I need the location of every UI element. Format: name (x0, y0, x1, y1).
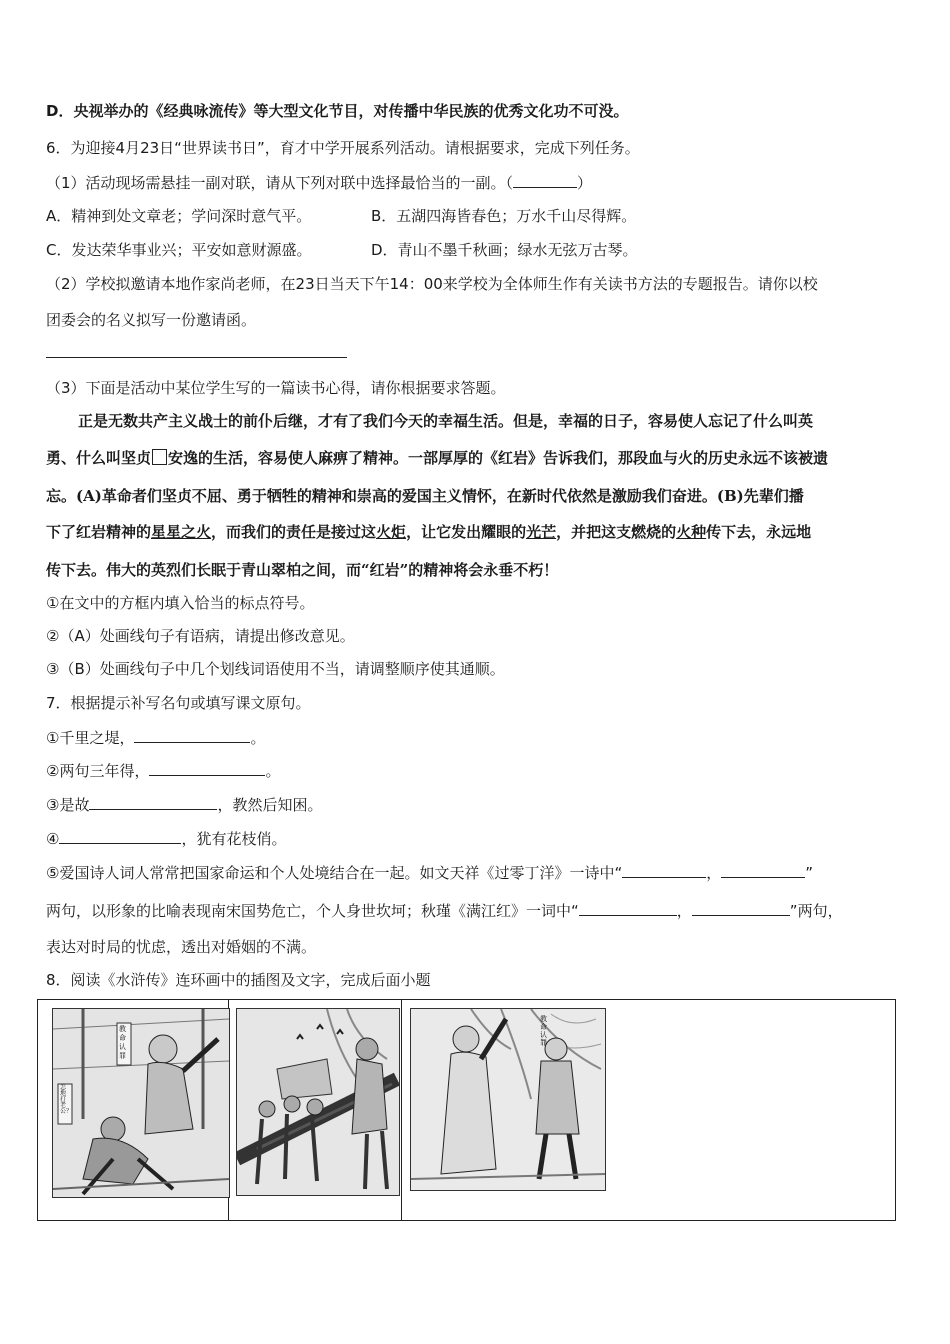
underlined-word-3: 光芒 (526, 523, 557, 541)
task-3: ③（B）处画线句子中几个划线词语使用不当，请调整顺序使其通顺。 (46, 660, 505, 678)
passage-text: ，让它发出耀眼的 (406, 523, 527, 541)
option-c: C．发达荣华事业兴；平安如意财源盛。 (46, 241, 312, 259)
question-7-2 (46, 760, 280, 781)
prompt-text: ”两句， (789, 902, 843, 920)
passage-text: 传下去，永远地 (706, 523, 812, 541)
prompt-text: ， (676, 902, 692, 920)
question-7-1 (46, 727, 265, 748)
comic-illustration-3 (410, 1008, 606, 1191)
question-6-1-close: ） (577, 174, 593, 192)
answer-blank[interactable] (134, 727, 250, 743)
option-d-text: 央视举办的《经典咏流传》等大型文化节目，对传播中华民族的优秀文化功不可没。 (73, 102, 629, 120)
option-d-line (46, 101, 628, 121)
sign-text: 教命认罪 (540, 1015, 547, 1047)
question-8: 8．阅读《水浒传》连环画中的插图及文字，完成后面小题 (46, 971, 431, 989)
prompt-text: ②两句三年得， (46, 762, 150, 780)
underlined-word-2: 火炬 (376, 523, 407, 541)
question-7: 7．根据提示补写名句或填写课文原句。 (46, 694, 311, 712)
table-divider (401, 1000, 402, 1220)
prompt-text: ，教然后知困。 (217, 796, 323, 814)
underlined-word-1: 星星之火 (151, 523, 212, 541)
answer-blank[interactable] (721, 862, 805, 878)
prompt-text: ①千里之堤， (46, 729, 135, 747)
answer-blank[interactable] (692, 900, 790, 916)
passage-text: 勇、什么叫坚贞 (46, 449, 152, 467)
question-6-2-line-1: （2）学校拟邀请本地作家尚老师，在23日当天下午14：00来学校为全体师生作有关读书方法的专题报告。请你以校 (46, 275, 818, 293)
sentence-a: 革命者们坚贞不屈、勇于牺牲的精神和崇高的爱国主义情怀，在新时代依然是激励我们奋进。 (101, 487, 717, 505)
comic-illustration-2 (236, 1008, 400, 1196)
sign-text: 怎地打老公？ (60, 1084, 73, 1115)
task-1: ①在文中的方框内填入恰当的标点符号。 (46, 594, 315, 612)
option-d: D．青山不墨千秋画；绿水无弦万古琴。 (371, 241, 638, 259)
question-6-1 (46, 172, 592, 193)
answer-line[interactable] (46, 357, 347, 358)
passage-text: 安逸的生活，容易使人麻痹了精神。一部厚厚的《红岩》告诉我们，那段血与火的历史永远不该被遗 (168, 449, 829, 467)
question-6-1-text: （1）活动现场需悬挂一副对联，请从下列对联中选择最恰当的一副。（ (46, 174, 514, 192)
passage-text: ，而我们的责任是接过这 (211, 523, 377, 541)
question-7-6 (46, 900, 843, 921)
prompt-text: ③是故 (46, 796, 90, 814)
punctuation-box[interactable] (152, 449, 167, 465)
underlined-word-4: 火种 (676, 523, 707, 541)
passage-text: ，并把这支燃烧的 (556, 523, 677, 541)
answer-blank[interactable] (579, 900, 677, 916)
passage-text: 下了红岩精神的 (46, 523, 152, 541)
illustration-table (37, 999, 896, 1221)
answer-blank[interactable] (622, 862, 706, 878)
passage-line-2 (46, 448, 828, 468)
question-7-7: 表达对时局的忧虑，透出对婚姻的不满。 (46, 938, 317, 956)
question-7-3 (46, 794, 322, 815)
passage-line-4 (46, 522, 811, 542)
prompt-text: ⑤爱国诗人词人常常把国家命运和个人处境结合在一起。如文天祥《过零丁洋》一诗中“ (46, 864, 623, 882)
option-a: A．精神到处文章老；学问深时意气平。 (46, 207, 312, 225)
prompt-text: 两句，以形象的比喻表现南宋国势危亡，个人身世坎坷；秋瑾《满江红》一词中“ (46, 902, 579, 920)
passage-line-3 (46, 486, 804, 506)
option-d-label: D． (46, 102, 74, 120)
prompt-text: 。 (265, 762, 281, 780)
prompt-text: 。 (250, 729, 266, 747)
passage-text: 忘。(A) (46, 487, 102, 505)
option-b: B．五湖四海皆春色；万水千山尽得辉。 (371, 207, 637, 225)
answer-blank[interactable] (89, 794, 217, 810)
passage-line-5: 传下去。伟大的英烈们长眠于青山翠柏之间，而“红岩”的精神将会永垂不朽！ (46, 561, 559, 579)
answer-blank[interactable] (149, 760, 265, 776)
prompt-text: ，犹有花枝俏。 (181, 830, 287, 848)
prompt-text: ” (805, 864, 814, 882)
question-6-3: （3）下面是活动中某位学生写的一篇读书心得，请你根据要求答题。 (46, 379, 506, 397)
question-6-2-line-2: 团委会的名义拟写一份邀请函。 (46, 311, 257, 329)
prompt-text: ④ (46, 830, 60, 848)
passage-text: (B)先辈们播 (716, 487, 804, 505)
answer-blank[interactable] (513, 172, 577, 188)
prompt-text: ， (706, 864, 722, 882)
question-6: 6．为迎接4月23日“世界读书日”，育才中学开展系列活动。请根据要求，完成下列任务。 (46, 139, 640, 157)
question-7-5 (46, 862, 813, 883)
task-2: ②（A）处画线句子有语病，请提出修改意见。 (46, 627, 355, 645)
comic-illustration-1 (52, 1008, 230, 1198)
answer-blank[interactable] (59, 828, 181, 844)
question-7-4 (46, 828, 286, 849)
sign-text: 教命认罪 (119, 1025, 126, 1060)
passage-line-1: 正是无数共产主义战士的前仆后继，才有了我们今天的幸福生活。但是，幸福的日子，容易使人忘记了什么叫英 (78, 412, 814, 430)
